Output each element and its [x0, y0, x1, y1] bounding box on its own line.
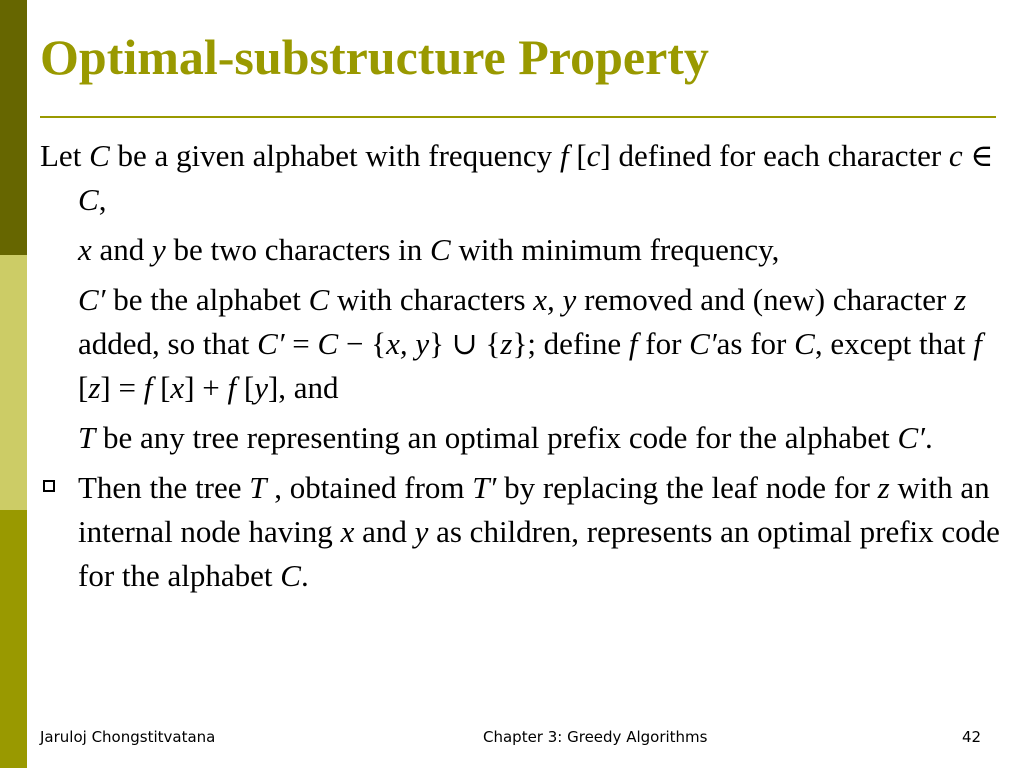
- left-bar-light: [0, 255, 27, 510]
- footer-author: Jaruloj Chongstitvatana: [40, 728, 216, 746]
- paragraph-alphabet: Let C be a given alphabet with frequency f [c] defined for each character c ∈ C,: [40, 138, 994, 217]
- slide-title: Optimal-substructure Property: [40, 29, 709, 85]
- slide-body: [40, 134, 1010, 598]
- left-bar-dark: [0, 0, 27, 255]
- bullet-conclusion: Then the tree T , obtained from T′ by replacing the leaf node for z with an internal node having x and y as children, represents an optimal prefix code for the alphabet C.: [40, 466, 1010, 598]
- footer-chapter: Chapter 3: Greedy Algorithms: [483, 728, 708, 746]
- title-divider: [40, 116, 996, 118]
- paragraph-new-alphabet: C′ be the alphabet C with characters x, y removed and (new) character z added, so that C′ = C − {x, y} ∪ {z}; define f for C′as for C, except that f [z] = f [x] + f [y], and: [78, 282, 982, 405]
- square-bullet-icon: [43, 480, 55, 492]
- left-bar-olive: [0, 510, 27, 768]
- footer-page-number: 42: [962, 728, 982, 746]
- paragraph-min-frequency: x and y be two characters in C with minimum frequency,: [78, 232, 780, 267]
- paragraph-tree: T be any tree representing an optimal prefix code for the alphabet C′.: [78, 420, 933, 455]
